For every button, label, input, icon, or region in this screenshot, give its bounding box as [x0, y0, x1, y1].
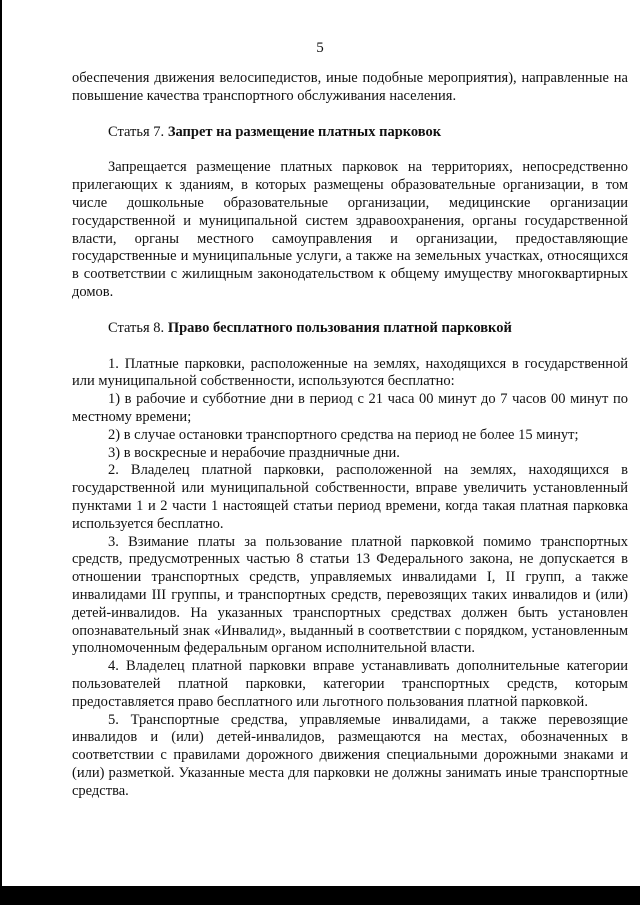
article-8-part-5: 5. Транспортные средства, управляемые инвалидами, а также перевозящие инвалидов и (или) детей-инвалидов, размещаются на местах, обозначенных в соответствии с правилами дорожного движения специальными дорожными знаками и (или) разметкой. Указанные места для парковки не должны занимать иные транспортные средства.	[72, 711, 628, 799]
article-8-title: Право бесплатного пользования платной парковкой	[167, 319, 512, 336]
article-8-part-1: 1. Платные парковки, расположенные на землях, находящихся в государственной или муниципальной собственности, используются бесплатно:	[72, 355, 628, 390]
scan-left-edge	[0, 0, 2, 905]
article-8-part-3: 3. Взимание платы за пользование платной парковкой помимо транспортных средств, предусмотренных частью 8 статьи 13 Федерального закона, не допускается в отношении транспортных средств, управляемых инвалидами I, II групп, а также инвалидами III группы, и транспортных средств, перевозящих таких инвалидов и (или) детей-инвалидов. На указанных транспортных средствах должен быть установлен опознавательный знак «Инвалид», выданный в соответствии с порядком, установленным уполномоченным федеральным органом исполнительной власти.	[72, 533, 628, 657]
article-8-part-2: 2. Владелец платной парковки, расположенной на землях, находящихся в государственной или муниципальной собственности, вправе увеличить установленный пунктами 1 и 2 части 1 настоящей статьи период времени, когда такая платная парковка используется бесплатно.	[72, 462, 628, 532]
article-8-item-3: 3) в воскресные и нерабочие праздничные дни.	[108, 444, 400, 461]
article-7-heading	[72, 124, 628, 142]
document-body	[72, 70, 628, 800]
page-number: 5	[316, 40, 324, 56]
scan-bottom-edge	[0, 886, 640, 905]
article-8-heading	[72, 320, 628, 338]
intro-paragraph: обеспечения движения велосипедистов, иные подобные мероприятия), направленные на повышение качества транспортного обслуживания населения.	[72, 70, 628, 104]
article-8-part-4: 4. Владелец платной парковки вправе устанавливать дополнительные категории пользователей платной парковки, категории транспортных средств, которым предоставляется право бесплатного или льготного пользования платной парковкой.	[72, 658, 628, 710]
article-7-prefix: Статья 7.	[108, 123, 165, 140]
article-7-paragraph: Запрещается размещение платных парковок на территориях, непосредственно прилегающих к зданиям, в которых размещены образовательные организации, в том числе дошкольные образовательные организации, медицинские организации государственной и муниципальной систем здравоохранения, органы государственной власти, органы местного самоуправления и организации, предоставляющие государственные и муниципальные услуги, а также на земельных участках, относящихся в соответствии с жилищным законодательством к общему имуществу многоквартирных домов.	[72, 159, 628, 300]
article-7-title: Запрет на размещение платных парковок	[167, 123, 442, 140]
article-8-item-1: 1) в рабочие и субботние дни в период с 21 часа 00 минут до 7 часов 00 минут по местному времени;	[72, 391, 628, 425]
article-8-prefix: Статья 8.	[108, 319, 165, 336]
article-8-item-2: 2) в случае остановки транспортного средства на период не более 15 минут;	[108, 426, 579, 443]
